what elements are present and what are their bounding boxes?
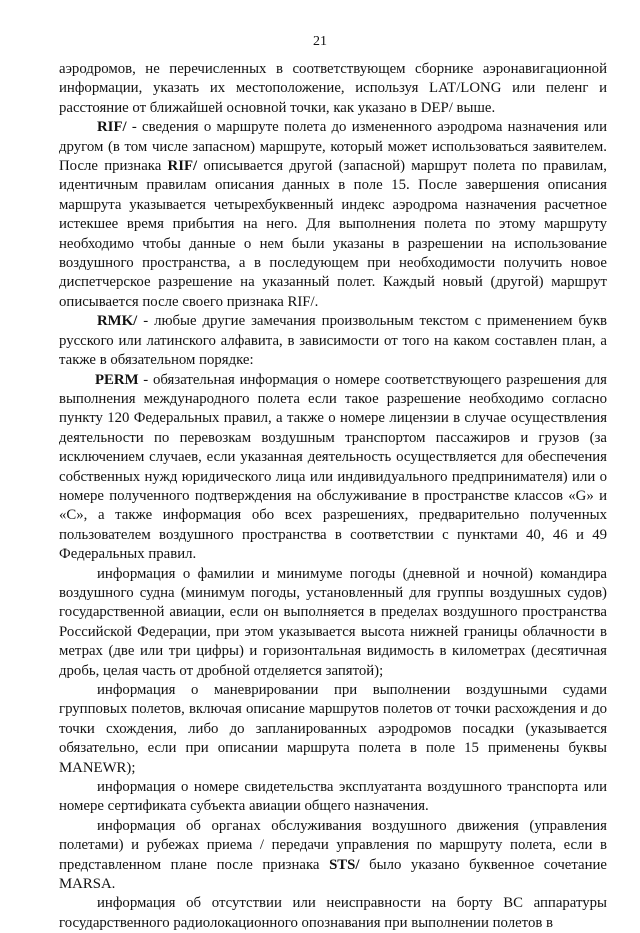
paragraph-text: информация о маневрировании при выполнении воздушными судами групповых полетов, включая описание маршрутов полетов от точки расхождения и до точки схождения, либо до запланированных аэродромов посадки (указывается обязательно, если при описании маршрута полета в поле 15 применены буквы MANEWR);: [59, 682, 607, 776]
paragraph-text: информация о фамилии и минимуме погоды (дневной и ночной) командира воздушного судна (минимум погоды, установленный для группы воздушных судов) государственной авиации, если он выполняется в пределах воздушного пространства Российской Федерации, при этом указывается высота нижней границы облачности в метрах (две или три цифры) и горизонтальная видимость в километрах (десятичная дробь, целая часть от дробной отделяется запятой);: [59, 565, 607, 679]
paragraph-aerodromes: [59, 60, 607, 118]
paragraph-text: информация о номере свидетельства эксплуатанта воздушного транспорта или номере сертификата субъекта авиации общего назначения.: [59, 779, 607, 815]
paragraph-operator-certificate: [59, 778, 607, 817]
keyword-perm: PERM: [95, 371, 139, 388]
paragraph-text: аэродромов, не перечисленных в соответствующем сборнике аэронавигационной информации, указать их местоположение, используя LAT/LONG или пеленг и расстояние от ближайшей основной точки, как указано в DEP/ выше.: [59, 61, 607, 116]
paragraph-atc-units: [59, 817, 607, 895]
paragraph-group-maneuvering: [59, 681, 607, 778]
keyword-rif: RIF/: [97, 119, 127, 136]
paragraph-text: было указано буквенное сочетание MARSA.: [59, 856, 607, 893]
paragraph-radar-identification: [59, 894, 607, 933]
paragraph-commander-minimum: [59, 565, 607, 681]
keyword-sts: STS/: [329, 856, 360, 873]
paragraph-text: описывается другой (запасной) маршрут полета по правилам, идентичным правилам описания данных в поле 15. После завершения описания маршрута указывается четырехбуквенный индекс аэродрома назначения расчетное истекшее время прибытия на него. Для выполнения полета по этому маршруту необходимо чтобы данные о нем были указаны в разрешении на использование воздушного пространства, а в последующем при необходимости получить новое диспетчерское разрешение на указанный полет. Каждый новый (другой) маршрут описывается после своего признака RIF/.: [59, 158, 607, 310]
paragraph-text: - любые другие замечания произвольным текстом с применением букв русского или латинского алфавита, в зависимости от того на каком составлен план, а также в обязательном порядке:: [59, 313, 607, 369]
paragraph-text: - сведения о маршруте полета до измененного аэродрома назначения или другом (в том числе запасном) маршруте, который может использоваться заявителем. После признака: [59, 119, 607, 175]
paragraph-text: информация об отсутствии или неисправности на борту ВС аппаратуры государственного радиолокационного опознавания при выполнении полетов в: [59, 895, 607, 931]
paragraph-text: - обязательная информация о номере соответствующего разрешения для выполнения международного полета если такое разрешение необходимо согласно пункту 120 Федеральных правил, а также о номере лицензии в случае осуществления деятельности по перевозкам воздушным транспортом пассажиров и грузов (за исключением случаев, если указанная деятельность осуществляется для обеспечения собственных нужд юридического лица или индивидуального предпринимателя) или о номере полученного подтверждения на обслуживание в пространстве классов «G» и «С», а также информация обо всех разрешениях, предварительно полученных пользователем воздушного пространства в соответствии с пунктами 40, 46 и 49 Федеральных правил.: [59, 371, 607, 563]
paragraph-perm: [59, 371, 607, 565]
document-body: [59, 60, 607, 933]
keyword-rmk: RMK/: [97, 313, 138, 330]
page-number: 21: [313, 34, 327, 49]
paragraph-rif: [59, 118, 607, 312]
paragraph-rmk: [59, 312, 607, 370]
keyword-rif-inline: RIF/: [167, 158, 198, 175]
paragraph-text: информация об органах обслуживания воздушного движения (управления полетами) и рубежах приема / передачи управления по маршруту полета, если в представленном плане после признака: [59, 817, 607, 873]
